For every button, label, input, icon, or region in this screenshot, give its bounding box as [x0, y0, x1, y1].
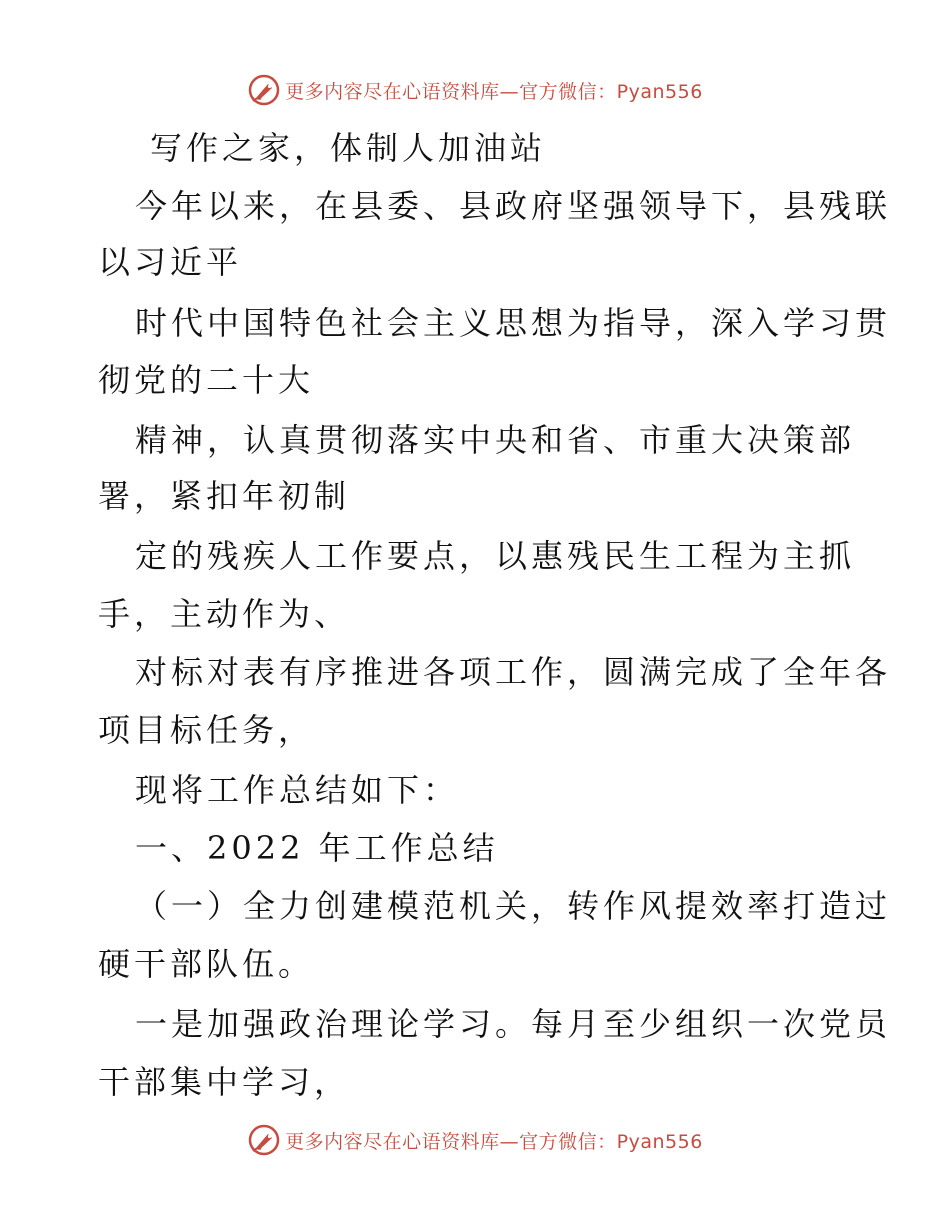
document-line: 署，紧扣年初制 — [98, 477, 351, 515]
document-line: 干部集中学习， — [98, 1063, 351, 1101]
document-line: 现将工作总结如下： — [135, 771, 460, 809]
watermark-text: 更多内容尽在心语资料库—官方微信：Pyan556 — [285, 1130, 703, 1153]
document-line: 手，主动作为、 — [98, 595, 351, 633]
document-line: 时代中国特色社会主义思想为指导，深入学习贯 — [135, 304, 892, 342]
document-line: 一是加强政治理论学习。每月至少组织一次党员 — [135, 1005, 892, 1043]
document-line: 写作之家，体制人加油站 — [150, 129, 547, 167]
pen-nib-logo-icon — [247, 1123, 281, 1157]
document-line: 精神，认真贯彻落实中央和省、市重大决策部 — [135, 421, 856, 459]
pen-nib-logo-icon — [247, 73, 281, 107]
watermark-header — [0, 70, 950, 110]
document-line: 硬干部队伍。 — [98, 945, 315, 983]
watermark-footer — [0, 1120, 950, 1160]
watermark-text: 更多内容尽在心语资料库—官方微信：Pyan556 — [285, 80, 703, 103]
document-line: 今年以来，在县委、县政府坚强领导下，县残联 — [135, 187, 892, 225]
document-line: 项目标任务， — [98, 711, 315, 749]
document-line: 定的残疾人工作要点，以惠残民生工程为主抓 — [135, 537, 856, 575]
document-line: 以习近平 — [98, 243, 243, 281]
document-line: 对标对表有序推进各项工作，圆满完成了全年各 — [135, 653, 892, 691]
document-section-heading: 一、2022 年工作总结 — [135, 829, 499, 867]
document-subsection-heading: （一）全力创建模范机关，转作风提效率打造过 — [135, 887, 892, 925]
document-line: 彻党的二十大 — [98, 361, 315, 399]
